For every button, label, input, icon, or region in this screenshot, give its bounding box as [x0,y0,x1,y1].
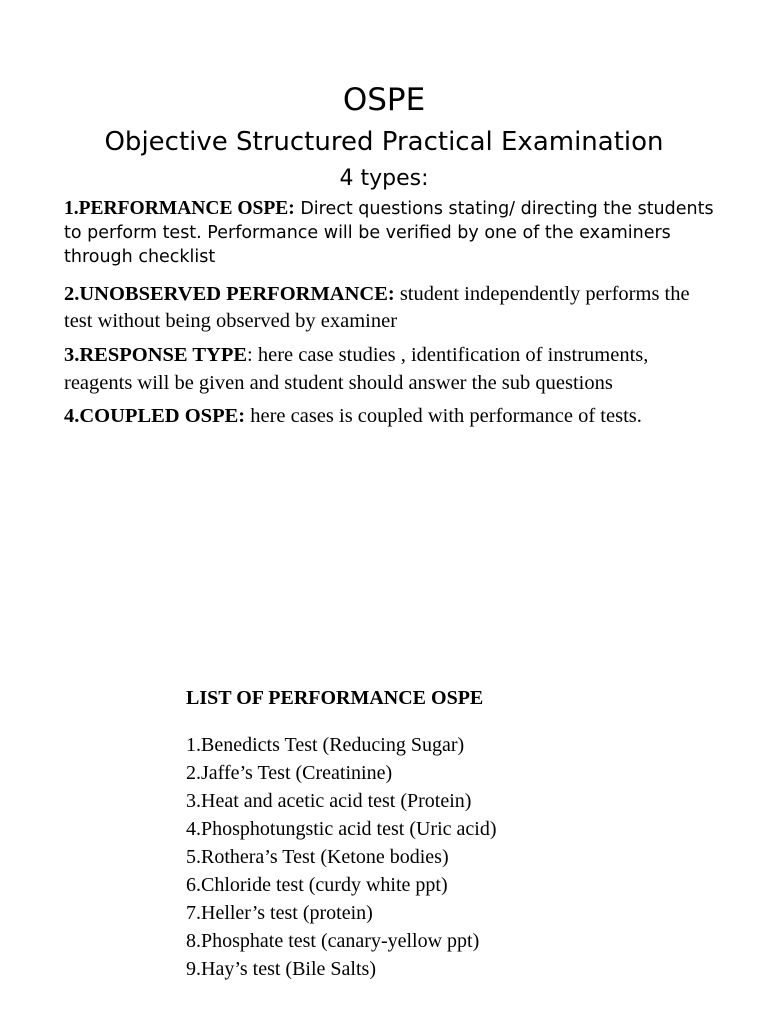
list-item: 2.Jaffe’s Test (Creatinine) [186,762,393,784]
type-item-lead: 3.RESPONSE TYPE [64,344,248,366]
type-item-description: Direct questions stating/ directing the students to perform test. Performance will be verified by one of the examiners through checklist [64,199,714,267]
type-item-coupled-ospe [64,403,714,430]
page-subtitle: Objective Structured Practical Examination [104,127,664,157]
type-item-performance-ospe [64,197,714,269]
list-item: 5.Rothera’s Test (Ketone bodies) [186,846,449,868]
list-item: 4.Phosphotungstic acid test (Uric acid) [186,818,497,840]
list-item: 6.Chloride test (curdy white ppt) [186,874,448,896]
type-item-description: student independently performs the test without being observed by examiner [64,283,690,332]
type-item-lead: 2.UNOBSERVED PERFORMANCE: [64,283,395,305]
type-item-description: : here case studies , identification of instruments, reagents will be given and student should answer the sub questions [64,344,649,394]
list-heading: LIST OF PERFORMANCE OSPE [186,687,484,709]
type-item-lead: 4.COUPLED OSPE: [64,405,246,427]
list-item: 3.Heat and acetic acid test (Protein) [186,790,472,812]
page-title: OSPE [342,82,426,118]
type-item-description: here cases is coupled with performance of tests. [245,405,642,427]
types-heading: 4 types: [339,166,429,191]
type-item-response-type [64,341,714,397]
list-item: 8.Phosphate test (canary-yellow ppt) [186,930,480,952]
list-item: 9.Hay’s test (Bile Salts) [186,958,376,980]
type-item-lead: 1.PERFORMANCE OSPE: [64,198,295,219]
test-list [186,731,506,983]
list-item: 7.Heller’s test (protein) [186,902,373,924]
type-item-unobserved-performance [64,281,714,335]
list-item: 1.Benedicts Test (Reducing Sugar) [186,734,465,756]
